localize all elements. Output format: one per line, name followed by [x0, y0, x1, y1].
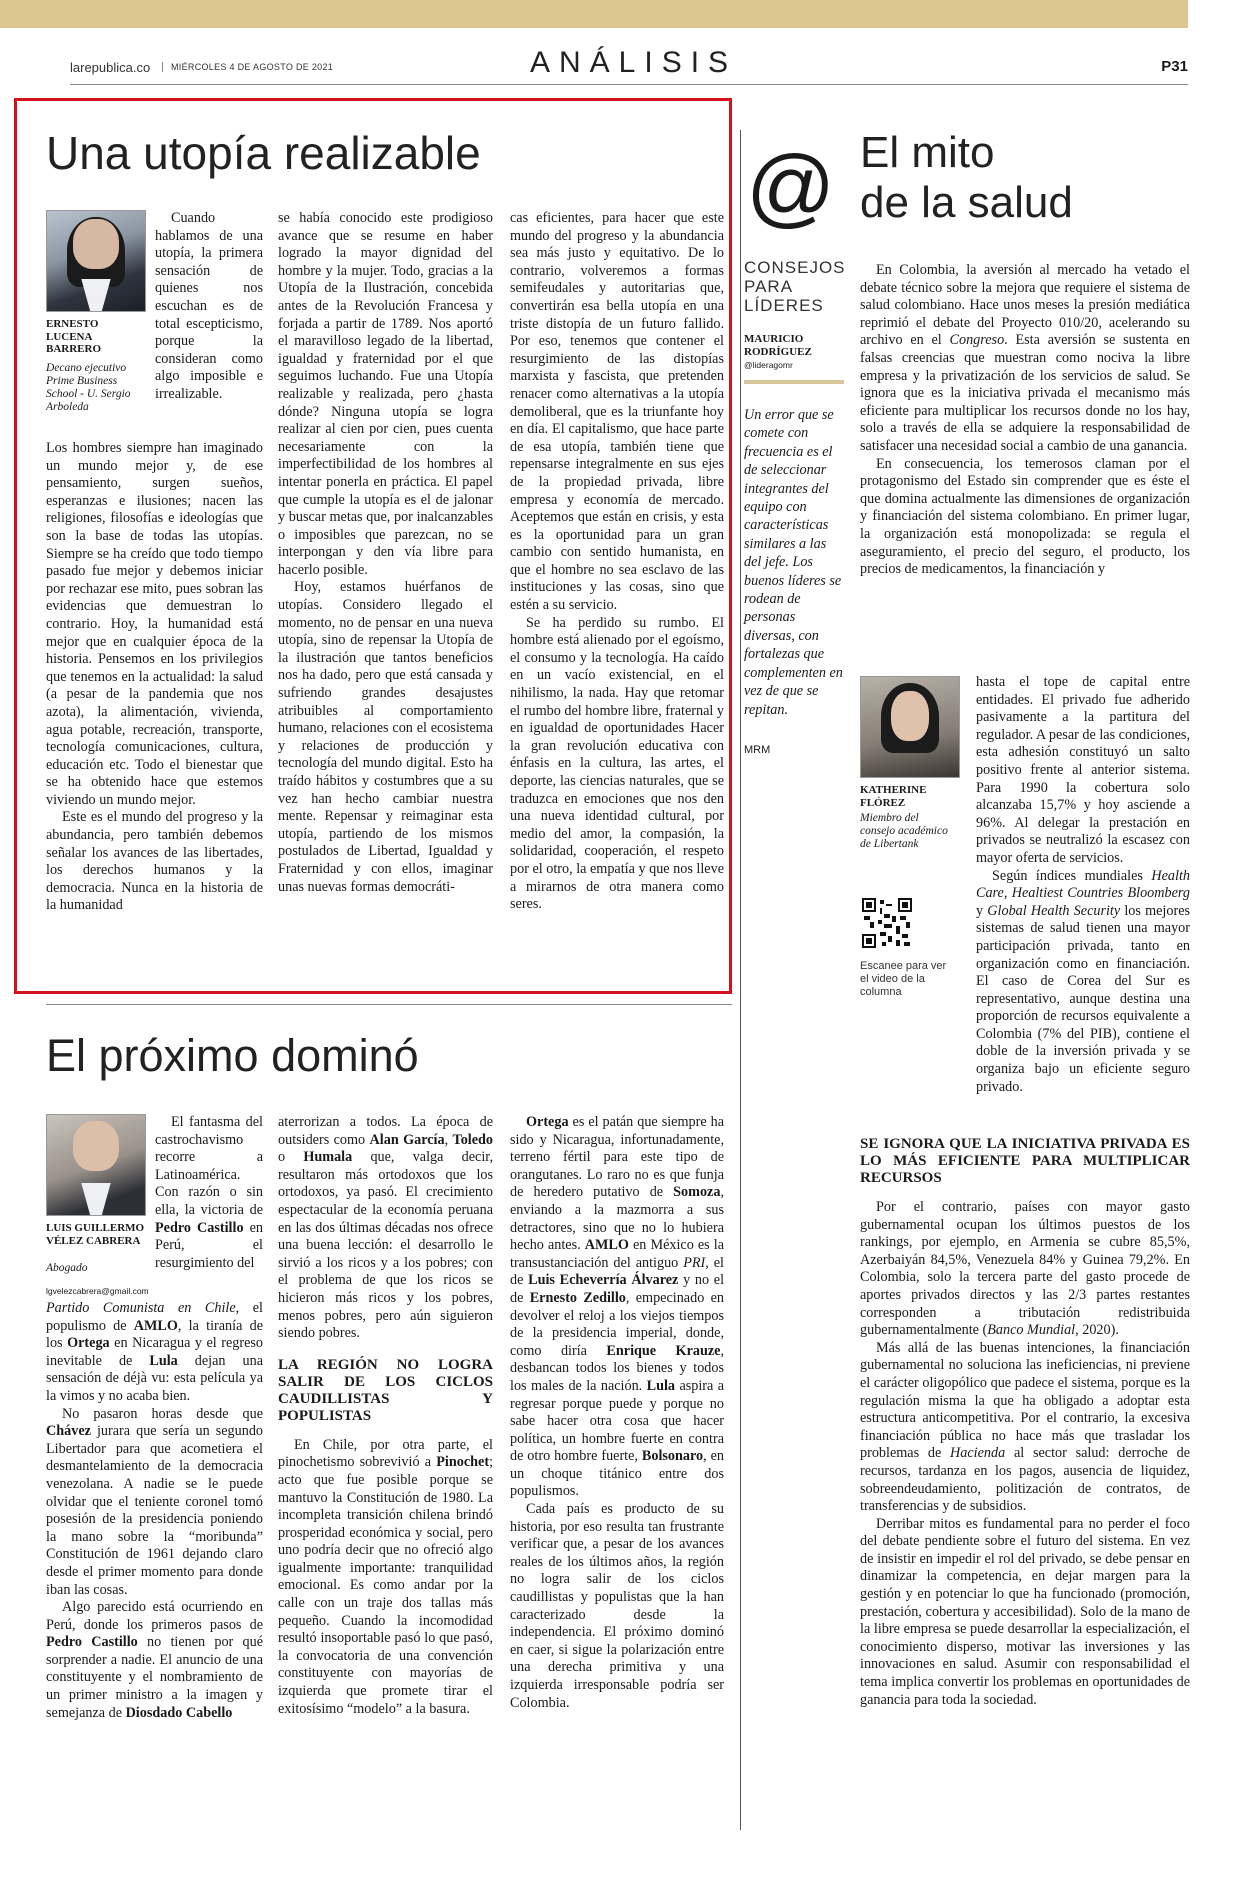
article3-author: KATHERINE FLÓREZ — [860, 784, 927, 809]
article1-col3: cas eficientes, para hacer que este mundo del progreso y la abundancia sea más justo y equitativo. De lo contrario, volveremos a formas semifeudales y autoritarias que, convertirán esa bella utopía en una triste distopía de un futuro fallido. Por eso, tenemos que contener el resurgimiento de las distopías marxista y fascista, que pretenden renacer como alternativas a la utopía demoliberal, que es la triunfante hoy en día. El capitalismo, que hace parte de esa utopía, también tiene que repensarse integralmente en sus ejes de la propiedad privada, libre empresa y economía de mercado. Aceptemos que están en crisis, y esta es la oportunidad para un gran cambio con sentido humanista, en que el hombre no sea esclavo de las instituciones y las cosas, sino que estén a su servicio. Se ha perdido su rumbo. El hombre está alienado por el egoísmo, el consumo y la tecnología. Ha caído en un vacío existencial, en el nihilismo, la nada. Hay que retomar el rumbo del hombre libre, fraternal y en igualdad de oportunidades Hacer la gran revolución educativa con énfasis en la cultura, las artes, el deporte, las ciencias naturales, que se traduzca en emociones que nos den una nueva identidad cultural, por medio del amor, la compasión, la solidaridad, cooperación, el respeto por el otro, la empatía y que nos lleve a mirarnos de otra manera como seres. — [510, 210, 724, 913]
article3-col-wrap: hasta el tope de capital entre entidades. El privado fue adherido pasivamente a la partitura del regulador. A pesar de las condiciones, esta adhesión constituyó un salto positivo frente al anterior sistema. Para 1990 la cobertura solo alcanzaba 15,7% y hoy asciende a 96%. Al delegar la prestación en privados se neutralizó la escasez con mayor oferta de servicios. Según índices mundiales Health Care, Healtiest Countries Bloomberg y Global Health Security los mejores sistemas de salud tienen una mayor participación privada, tanto en organización como en financiación. El caso de Corea del Sur es representativo, aunque destina una proporción de recursos equivalente a Colombia (7% del PIB), contiene el doble de la inversión privada y se organiza bajo un eficiente seguro privado. — [976, 674, 1191, 1095]
sidebar-handle: @lideragomr — [744, 360, 793, 370]
article2-subhead: LA REGIÓN NO LOGRA SALIR DE LOS CICLOS CAUDILLISTAS Y POPULISTAS — [278, 1356, 493, 1424]
sidebar-author: MAURICIO RODRÍGUEZ — [744, 333, 812, 358]
article3-col-top: En Colombia, la aversión al mercado ha vetado el debate técnico sobre la mejora que requiere el sistema de salud colombiano. Hace unos meses la presión mediática reprimió el debate del Proyecto 010/20, acelerando su archivo en el Congreso. Esta aversión se sustenta en falsas creencias que muestran como nociva la libre empresa y la privatización de los servicios de salud. Se ignora que es la iniciativa privada el mecanismo más eficiente para multiplicar los recursos donde no los hay, solo a través de ella se adquiere la responsabilidad de satisfacer una necesidad social a cambio de una ganancia. En consecuencia, los temerosos claman por el protagonismo del Estado sin comprender que es éste el que domina actualmente las dimensiones de organización y financiación del sistema colombiano. En primer lugar, la organización está monopolizada: se regula el aseguramiento, el precio del seguro, el producto, los precios de medicamentos, la financiación y — [860, 262, 1191, 578]
site-name: larepublica.co — [70, 60, 151, 75]
section-title: ANÁLISIS — [530, 46, 738, 79]
article2-email: lgvelezcabrera@gmail.com — [46, 1286, 149, 1296]
article2-col3: Ortega es el patán que siempre ha sido y Nicaragua, infortunadamente, terreno fértil para este tipo de orangutanes. Lo raro no es que funja de heredero putativo de Somoza, enviando a la mazmorra a sus detractores, sino que no lo hubiera hecho antes. AMLO en México es la transustanciación del antiguo PRI, el de Luis Echeverría Álvarez y no el de Ernesto Zedillo, empecinado en devolver el reloj a los viejos tiempos de la presidencia imperial, donde, como diría Enrique Krauze, desbancan todos los bienes y todos los males de la nación. Lula aspira a regresar porque puede y porque no sabe hacer otra cosa que hacer política, un hombre fuerte en contra de otro hombre fuerte, Bolsonaro, en un choque titánico entre dos populismos. Cada país es producto de su historia, por eso resulta tan frustrante verificar que, a pesar de los avances reales de los últimos años, la región no logra salir de los ciclos caudillistas y populistas que la han caracterizado desde la independencia. El próximo dominó en caer, si sigue la polarización entre una derecha primitiva y una izquierda irresponsable podría ser Colombia. — [510, 1114, 725, 1711]
author-photo-luis — [46, 1114, 146, 1216]
article1-col1-top: Cuando hablamos de una utopía, la primera sensación de quienes nos escuchan es de total escepticismo, porque la consideran como algo imposible e irrealizable. — [155, 210, 263, 402]
article1-author: ERNESTO LUCENA BARRERO — [46, 318, 102, 355]
sidebar-initials: MRM — [744, 744, 771, 756]
article1-role: Decano ejecutivo Prime Business School - U. Sergio Arboleda — [46, 362, 131, 413]
page-number: P31 — [1161, 58, 1188, 75]
masthead — [70, 46, 1188, 85]
article2-col1: Partido Comunista en Chile, el populismo de AMLO, la tiranía de los Ortega en Nicaragua y el regreso inevitable de Lula dejan una sensación de déjà vu: esta película ya la vimos y no acaba bien. No pasaron horas desde que Chávez jurara que sería un segundo Libertador para que acometiera el desmantelamiento de la democracia venezolana. A nadie se le puede olvidar que el teniente coronel tomó posesión de la presidencia poniendo la mano sobre la “moribunda” Constitución de 1961 dejando claro desde el primer momento para donde iban las cosas. Algo parecido está ocurriendo en Perú, donde los primeros pasos de Pedro Castillo no tienen por qué sorprender a nadie. El anuncio de una constituyente y el nombramiento de un primer ministro a la imagen y semejanza de Diosdado Cabello — [46, 1300, 264, 1721]
sidebar-quote: Un error que se comete con frecuencia es el de seleccionar integrantes del equipo con características similares a las del jefe. Los buenos líderes se rodean de personas diversas, con fortalezas que complementen en vez de que se repitan. — [744, 407, 843, 718]
article2-col1-top: El fantasma del castrochavismo recorre a Latinoamérica. Con razón o sin ella, la victoria de Pedro Castillo en Perú, el resurgimiento del — [155, 1114, 263, 1271]
article2-role: Abogado — [46, 1262, 88, 1274]
at-symbol-icon: @ — [746, 137, 836, 236]
article3-subhead: SE IGNORA QUE LA INICIATIVA PRIVADA ES LO MÁS EFICIENTE PARA MULTIPLICAR RECURSOS — [860, 1136, 1190, 1186]
article-divider — [46, 1004, 732, 1005]
article3-role: Miembro del consejo académico de Libertank — [860, 812, 948, 850]
column-divider — [740, 130, 741, 1830]
article2-col2: aterrorizan a todos. La época de outsiders como Alan García, Toledo o Humala que, valga decir, resultaron más ortodoxos que los ortodoxos, ya pasó. El crecimiento espectacular de la economía peruana en las dos últimas décadas nos ofrece una buena lección: el desarrollo le sirvió a los ricos y a los pobres; con el problema de que los ricos se hicieron más ricos y los pobres, menos pobres, pero aún siguieron siendo pobres. LA REGIÓN NO LOGRA SALIR DE LOS CICLOS CAUDILLISTAS Y POPULISTAS En Chile, por otra parte, el pinochetismo sobrevivió a Pinochet; acto que fue posible porque se mantuvo la Constitución de 1980. La incompleta transición chilena brindó prosperidad económica y social, pero uno podría decir que no ofreció algo igualmente importante: tranquilidad emocional. Es como andar por la calle con un traje dos tallas más pequeño. Cuando la incomodidad resultó insoportable pasó lo que pasó, la convocatoria de una convención constituyente con mayorías de izquierda que promete tirar el exitosísimo “modelo” a la basura. — [278, 1114, 494, 1717]
issue-date: MIÉRCOLES 4 DE AGOSTO DE 2021 — [162, 62, 333, 72]
article3-title: El mito de la salud — [860, 128, 1073, 227]
qr-caption: Escanee para ver el video de la columna — [860, 960, 947, 998]
top-color-bar — [0, 0, 1188, 28]
article1-title: Una utopía realizable — [46, 127, 481, 179]
author-photo-katherine — [860, 676, 960, 778]
sidebar-accent-bar — [744, 380, 844, 384]
qr-code-icon[interactable] — [862, 898, 912, 948]
article2-title: El próximo dominó — [46, 1030, 419, 1081]
article2-author: LUIS GUILLERMO VÉLEZ CABRERA — [46, 1222, 145, 1247]
sidebar-label: CONSEJOS PARA LÍDERES — [744, 258, 846, 315]
article1-col1: Los hombres siempre han imaginado un mundo mejor y, de ese pensamiento, surgen sueños, esperanzas e ilusiones; nacen las religiones, filosofías e ideologías que son la base de todas las utopías. Siempre se ha creído que todo tiempo pasado fue mejor y debemos iniciar por rechazar ese mito, pues sobran las evidencias que demuestran lo contrario. Hoy, la humanidad está mejor que en cualquier época de la historia. Pensemos en los privilegios que tenemos en la actualidad: la salud (a pesar de la pandemia que nos azota), la alimentación, vivienda, agua potable, recreación, transporte, tecnología comunicaciones, cultura, educación etc. Todo el bienestar que se ha obtenido hace que estemos viviendo un mundo mejor. Este es el mundo del progreso y la abundancia, pero también debemos señalar los avances de las libertades, los derechos humanos y la democracia. Nunca en la historia de la humanidad — [46, 440, 263, 914]
article3-col-bottom: SE IGNORA QUE LA INICIATIVA PRIVADA ES LO MÁS EFICIENTE PARA MULTIPLICAR RECURSOS Por el contrario, países con mayor gasto gubernamental ocupan los últimos puestos de los rankings, por ejemplo, en Armenia se cubre 85,5%, Azerbaiyán 84,5%, Venezuela 84% y Guinea 79,2%. En Colombia, solo la tercera parte del gasto procede de aportes privados directos y las 2/3 partes restantes corresponden a tributación redistribuida gubernamentalmente (Banco Mundial, 2020). Más allá de las buenas intenciones, la financiación gubernamental no soluciona las ineficiencias, ni previene el carácter oligopólico que padece el sistema, porque es la regulación misma la que ha obligado a adoptar esta estructura anticompetitiva. Por el contrario, la excesiva financiación pública no hace más que trasladar los problemas de Hacienda al sector salud: derroche de recursos, tardanza en los pagos, ausencia de liquidez, sobreendeudamiento, politización de contratos, de transferencias y de subsidios. Derribar mitos es fundamental para no perder el foco del debate pendiente sobre el futuro del sistema. En vez de insistir en impedir el rol del privado, se debe pensar en dinamizar la competencia, en dejar margen para la gestión y en potenciar lo que ha funcionado (promoción, prestación, cobertura y accesibilidad). Solo de la mano de la libre empresa se puede desarrollar la especialización, el conocimiento disperso, motivar las inversiones y las innovaciones en salud. Asumir con responsabilidad el tema implica convertir los problemas en oportunidades de ganancia para toda la sociedad. — [860, 1136, 1190, 1708]
article1-col2: se había conocido este prodigioso avance que se resume en haber logrado la mayor dignidad del hombre y la mujer. Todo, gracias a la Utopía de la Ilustración, concebida antes de la Revolución Francesa y forjada a partir de 1789. Nos aportó el maravilloso legado de la libertad, igualdad y fraternidad por el que seguimos luchando. Fue una Utopía realizable y realizada, pero ¿hasta dónde? Ninguna utopía se logra realizar al cien por cien, pues cuenta necesariamente con la imperfectibilidad de los hombres al intentar ponerla en práctica. El papel que cumple la utopía es el de jalonar y buscar metas que, por inalcanzables o imposibles que parezcan, no se interpongan y den vía libre para hacerlo posible. Hoy, estamos huérfanos de utopías. Considero llegado el momento, no de pensar en una nueva utopía, sino de repensar la Utopía de la ilustración que tantos beneficios nos ha dado, pero que está cansada y sufriendo grandes desajustes atribuibles al comportamiento humano, relaciones con el ecosistema y relaciones de producción y tecnología del mundo digital. Esto ha traído hábitos y costumbres que a su vez han hecho cambiar nuestra mente. Repensar y reimaginar esta utopía, partiendo de los mismos postulados de Libertad, Igualdad y Fraternidad y con ellos, imaginar unas nuevas formas democráti- — [278, 210, 493, 895]
author-photo-ernesto — [46, 210, 146, 312]
